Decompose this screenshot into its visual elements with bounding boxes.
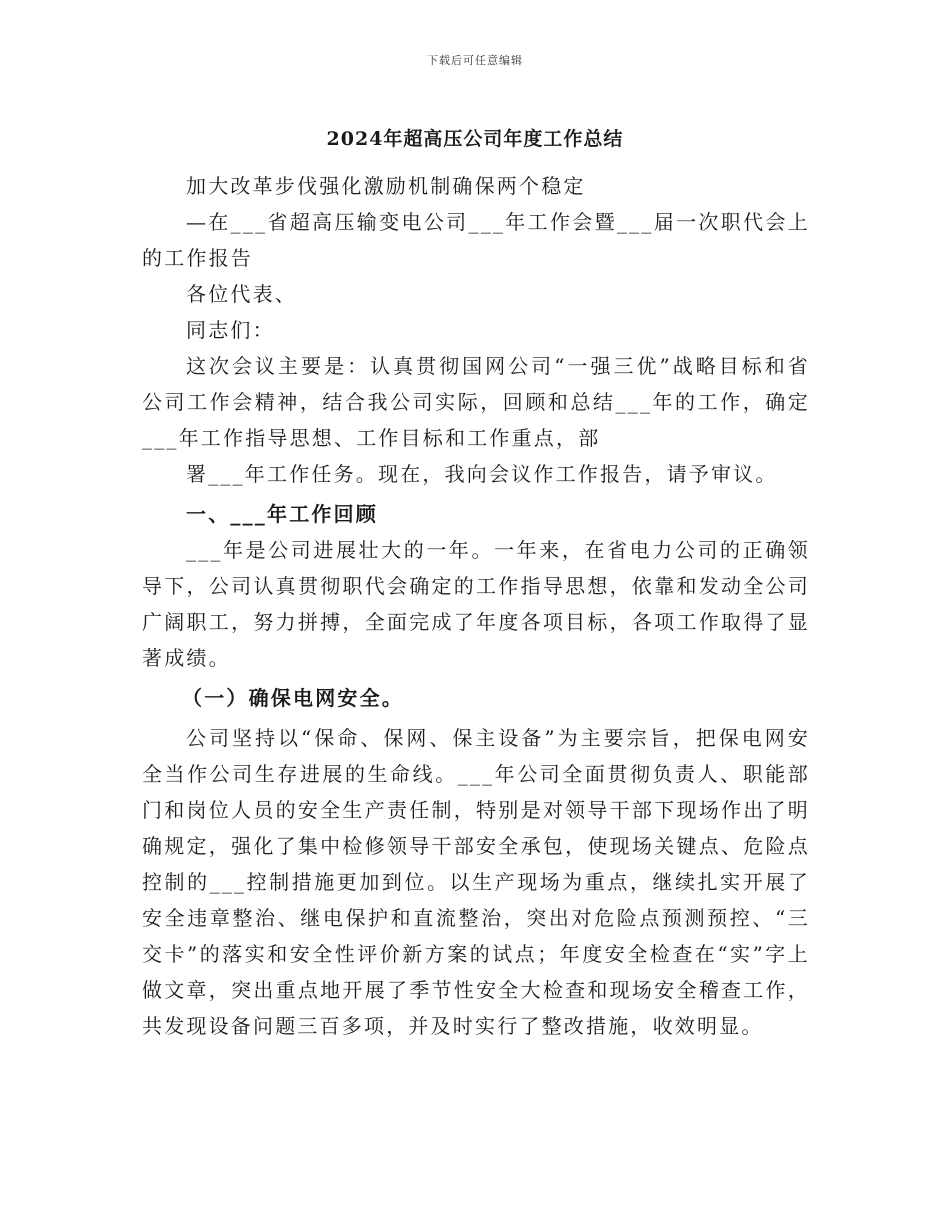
paragraph-grid-safety: 公司坚持以“保命、保网、保主设备”为主要宗旨，把保电网安全当作公司生存进展的生命线。___年公司全面贯彻负责人、职能部门和岗位人员的安全生产责任制，特别是对领导干部下现场作出了明确规定，强化了集中检修领导干部安全承包，使现场关键点、危险点控制的___控制措施更加到位。以生产现场为重点，继续扎实开展了安全违章整治、继电保护和直流整治，突出对危险点预测预控、“三交卡”的落实和安全性评价新方案的试点；年度安全检查在“实”字上做文章，突出重点地开展了季节性安全大检查和现场安全稽查工作，共发现设备问题三百多项，并及时实行了整改措施，收效明显。 bbox=[142, 726, 810, 1038]
section-heading-review: 一、___年工作回顾 bbox=[186, 502, 378, 526]
subsection-heading-grid-safety: （一）确保电网安全。 bbox=[182, 686, 404, 710]
paragraph-report-submission: 署___年工作任务。现在，我向会议作工作报告，请予审议。 bbox=[186, 462, 778, 486]
header-note: 下载后可任意编辑 bbox=[427, 54, 523, 67]
report-subtitle: 加大改革步伐强化激励机制确保两个稳定 bbox=[186, 174, 586, 198]
report-occasion: —在___省超高压输变电公司___年工作会暨___届一次职代会上的工作报告 bbox=[142, 210, 810, 270]
paragraph-meeting-purpose: 这次会议主要是：认真贯彻国网公司“一强三优”战略目标和省公司工作会精神，结合我公司实际，回顾和总结___年的工作，确定___年工作指导思想、工作目标和工作重点，部 bbox=[142, 354, 810, 450]
salutation-comrades: 同志们： bbox=[186, 318, 275, 342]
document-body bbox=[142, 168, 810, 1044]
paragraph-year-review: ___年是公司进展壮大的一年。一年来，在省电力公司的正确领导下，公司认真贯彻职代会确定的工作指导思想，依靠和发动全公司广阔职工，努力拼搏，全面完成了年度各项目标，各项工作取得了显著成绩。 bbox=[142, 538, 810, 670]
salutation-delegates: 各位代表、 bbox=[186, 282, 297, 306]
document-title: 2024年超高压公司年度工作总结 bbox=[326, 128, 624, 150]
